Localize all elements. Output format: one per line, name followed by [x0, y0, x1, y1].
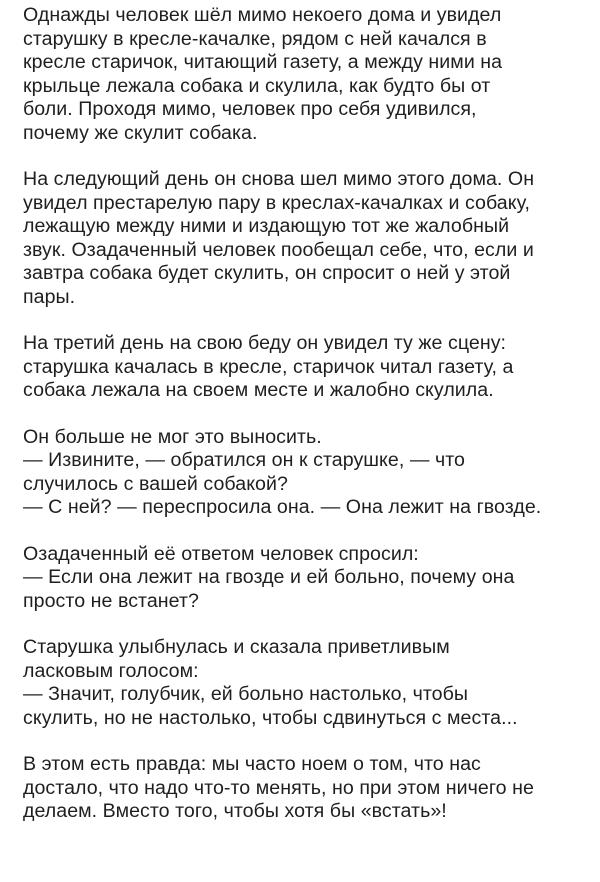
paragraph-6: [23, 636, 583, 730]
paragraph-4: [23, 426, 583, 520]
text-line: В этом есть правда: мы часто ноем о том, что нас: [23, 753, 481, 775]
text-line: боли. Проходя мимо, человек про себя удивился,: [23, 98, 477, 120]
paragraph-1: [23, 4, 583, 145]
paragraph-5: [23, 543, 583, 614]
text-line: старушку в кресле-качалке, рядом с ней качался в: [23, 27, 487, 50]
text-line: увидел престарелую пару в креслах-качалках и собаку,: [23, 191, 530, 214]
text-line: ласковым голосом:: [23, 659, 199, 682]
dialogue-line: — Значит, голубчик, ей больно настолько, чтобы: [23, 683, 469, 705]
text-line: случилось с вашей собакой?: [23, 472, 288, 495]
text-line: звук. Озадаченный человек пообещал себе, что, если и: [23, 238, 534, 261]
story-text: [23, 4, 583, 824]
text-line: старушка качалась в кресле, старичок читал газету, а: [23, 355, 514, 378]
text-line: собака лежала на своем месте и жалобно скулила.: [23, 379, 494, 401]
text-line: просто не встанет?: [23, 589, 199, 612]
paragraph-3: [23, 332, 583, 403]
paragraph-7: [23, 753, 583, 824]
paragraph-2: [23, 168, 583, 309]
text-line: кресле старичок, читающий газету, а между ними на: [23, 51, 503, 73]
dialogue-line: — Извините, — обратился он к старушке, — что: [23, 449, 465, 471]
text-line: Старушка улыбнулась и сказала приветливым: [23, 636, 450, 658]
text-line: достало, что надо что-то менять, но при этом ничего не: [23, 776, 534, 799]
text-line: крыльце лежала собака и скулила, как будто бы от: [23, 74, 491, 97]
text-line: почему же скулит собака.: [23, 121, 258, 144]
dialogue-line: — С ней? — переспросила она. — Она лежит на гвозде.: [23, 496, 542, 518]
text-line: Он больше не мог это выносить.: [23, 425, 322, 448]
text-line: Однажды человек шёл мимо некоего дома и увидел: [23, 4, 502, 26]
text-line: Озадаченный её ответом человек спросил:: [23, 542, 419, 565]
text-line: лежащую между ними и издающую тот же жалобный: [23, 215, 510, 237]
text-line: делаем. Вместо того, чтобы хотя бы «встать»!: [23, 800, 447, 822]
text-line: пары.: [23, 285, 76, 308]
dialogue-line: — Если она лежит на гвозде и ей больно, почему она: [23, 566, 515, 588]
text-line: На третий день на свою беду он увидел ту же сцену:: [23, 332, 507, 354]
text-line: завтра собака будет скулить, он спросит о ней у этой: [23, 262, 511, 284]
text-line: скулить, но не настолько, чтобы сдвинуться с места...: [23, 706, 518, 729]
text-line: На следующий день он снова шел мимо этого дома. Он: [23, 168, 535, 190]
